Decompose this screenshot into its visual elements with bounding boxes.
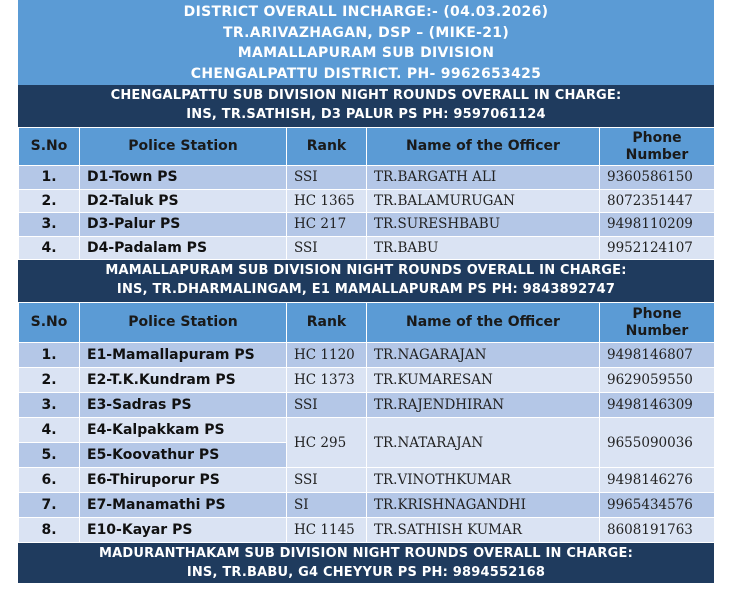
- row-sno: 8.: [19, 518, 80, 543]
- row-station: D4-Padalam PS: [80, 236, 287, 260]
- row-station: E6-Thiruporur PS: [80, 468, 287, 493]
- table-row: [19, 189, 715, 213]
- row-sno: 3.: [19, 393, 80, 418]
- col-header-sno: S.No: [19, 128, 80, 166]
- row-sno: 1.: [19, 343, 80, 368]
- col-header-sno: S.No: [19, 303, 80, 343]
- row-rank: HC 217: [287, 213, 367, 237]
- row-phone: 8608191763: [600, 518, 715, 543]
- col-header-officer: Name of the Officer: [367, 128, 600, 166]
- row-sno: 5.: [19, 443, 80, 468]
- section-title-line1: CHENGALPATTU SUB DIVISION NIGHT ROUNDS OVERALL IN CHARGE:: [110, 88, 622, 103]
- row-station: D3-Palur PS: [80, 213, 287, 237]
- row-phone: 9629059550: [600, 368, 715, 393]
- col-header-station: Police Station: [80, 303, 287, 343]
- section-title-chengalpattu: [18, 85, 714, 127]
- district-header: [18, 0, 714, 85]
- row-rank: SI: [287, 493, 367, 518]
- row-officer: TR.BALAMURUGAN: [367, 189, 600, 213]
- row-sno: 4.: [19, 236, 80, 260]
- section-title-line2: INS, TR.BABU, G4 CHEYYUR PS PH: 9894552168: [186, 564, 546, 580]
- row-rank: HC 295: [287, 418, 367, 468]
- row-officer: TR.BARGATH ALI: [367, 166, 600, 190]
- section-title-line1: MADURANTHAKAM SUB DIVISION NIGHT ROUNDS OVERALL IN CHARGE:: [99, 546, 633, 561]
- table-row: [19, 166, 715, 190]
- row-station: E7-Manamathi PS: [80, 493, 287, 518]
- row-sno: 7.: [19, 493, 80, 518]
- table-row: [19, 213, 715, 237]
- incharge-sheet: [18, 0, 714, 583]
- table-row: [19, 236, 715, 260]
- row-officer: TR.VINOTHKUMAR: [367, 468, 600, 493]
- row-phone: 9498146309: [600, 393, 715, 418]
- col-header-station: Police Station: [80, 128, 287, 166]
- row-station: E3-Sadras PS: [80, 393, 287, 418]
- row-officer: TR.RAJENDHIRAN: [367, 393, 600, 418]
- row-officer: TR.BABU: [367, 236, 600, 260]
- mamallapuram-table: [18, 302, 715, 543]
- row-station: D2-Taluk PS: [80, 189, 287, 213]
- row-rank: SSI: [287, 236, 367, 260]
- row-phone: 9952124107: [600, 236, 715, 260]
- row-station: E4-Kalpakkam PS: [80, 418, 287, 443]
- sub-division-line: MAMALLAPURAM SUB DIVISION: [237, 45, 495, 61]
- section-title-line2: INS, TR.DHARMALINGAM, E1 MAMALLAPURAM PS PH: 9843892747: [116, 281, 616, 297]
- table-row: [19, 493, 715, 518]
- row-rank: HC 1365: [287, 189, 367, 213]
- table-row: [19, 518, 715, 543]
- row-phone: 9360586150: [600, 166, 715, 190]
- district-phone-line: CHENGALPATTU DISTRICT. PH- 9962653425: [190, 65, 542, 82]
- row-phone: 9655090036: [600, 418, 715, 468]
- row-sno: 6.: [19, 468, 80, 493]
- row-rank: SSI: [287, 166, 367, 190]
- table-header-row: [19, 128, 715, 166]
- chengalpattu-table: [18, 127, 715, 260]
- row-sno: 3.: [19, 213, 80, 237]
- row-rank: SSI: [287, 393, 367, 418]
- table-row: [19, 393, 715, 418]
- row-sno: 2.: [19, 368, 80, 393]
- row-station: E5-Koovathur PS: [80, 443, 287, 468]
- section-title-line2: INS, TR.SATHISH, D3 PALUR PS PH: 9597061124: [186, 106, 546, 122]
- dsp-name-line: TR.ARIVAZHAGAN, DSP – (MIKE-21): [222, 24, 510, 41]
- col-header-rank: Rank: [287, 128, 367, 166]
- table-row: [19, 468, 715, 493]
- row-sno: 1.: [19, 166, 80, 190]
- row-rank: SSI: [287, 468, 367, 493]
- row-officer: TR.KRISHNAGANDHI: [367, 493, 600, 518]
- row-rank: HC 1120: [287, 343, 367, 368]
- col-header-phone: Phone Number: [600, 303, 715, 343]
- section-title-line1: MAMALLAPURAM SUB DIVISION NIGHT ROUNDS OVERALL IN CHARGE:: [105, 263, 627, 278]
- row-officer: TR.KUMARESAN: [367, 368, 600, 393]
- district-incharge-line: DISTRICT OVERALL INCHARGE:- (04.03.2026): [183, 4, 549, 20]
- col-header-rank: Rank: [287, 303, 367, 343]
- row-phone: 9498110209: [600, 213, 715, 237]
- table-row: [19, 368, 715, 393]
- row-rank: HC 1373: [287, 368, 367, 393]
- row-officer: TR.SATHISH KUMAR: [367, 518, 600, 543]
- row-sno: 4.: [19, 418, 80, 443]
- row-sno: 2.: [19, 189, 80, 213]
- row-officer: TR.SURESHBABU: [367, 213, 600, 237]
- table-row: [19, 418, 715, 443]
- row-phone: 8072351447: [600, 189, 715, 213]
- col-header-phone: Phone Number: [600, 128, 715, 166]
- table-header-row: [19, 303, 715, 343]
- row-station: E10-Kayar PS: [80, 518, 287, 543]
- row-phone: 9498146276: [600, 468, 715, 493]
- section-title-mamallapuram: [18, 260, 714, 302]
- table-row: [19, 343, 715, 368]
- col-header-officer: Name of the Officer: [367, 303, 600, 343]
- row-station: E1-Mamallapuram PS: [80, 343, 287, 368]
- row-station: D1-Town PS: [80, 166, 287, 190]
- row-phone: 9498146807: [600, 343, 715, 368]
- section-title-maduranthakam: [18, 543, 714, 583]
- row-station: E2-T.K.Kundram PS: [80, 368, 287, 393]
- row-officer: TR.NATARAJAN: [367, 418, 600, 468]
- row-officer: TR.NAGARAJAN: [367, 343, 600, 368]
- row-rank: HC 1145: [287, 518, 367, 543]
- row-phone: 9965434576: [600, 493, 715, 518]
